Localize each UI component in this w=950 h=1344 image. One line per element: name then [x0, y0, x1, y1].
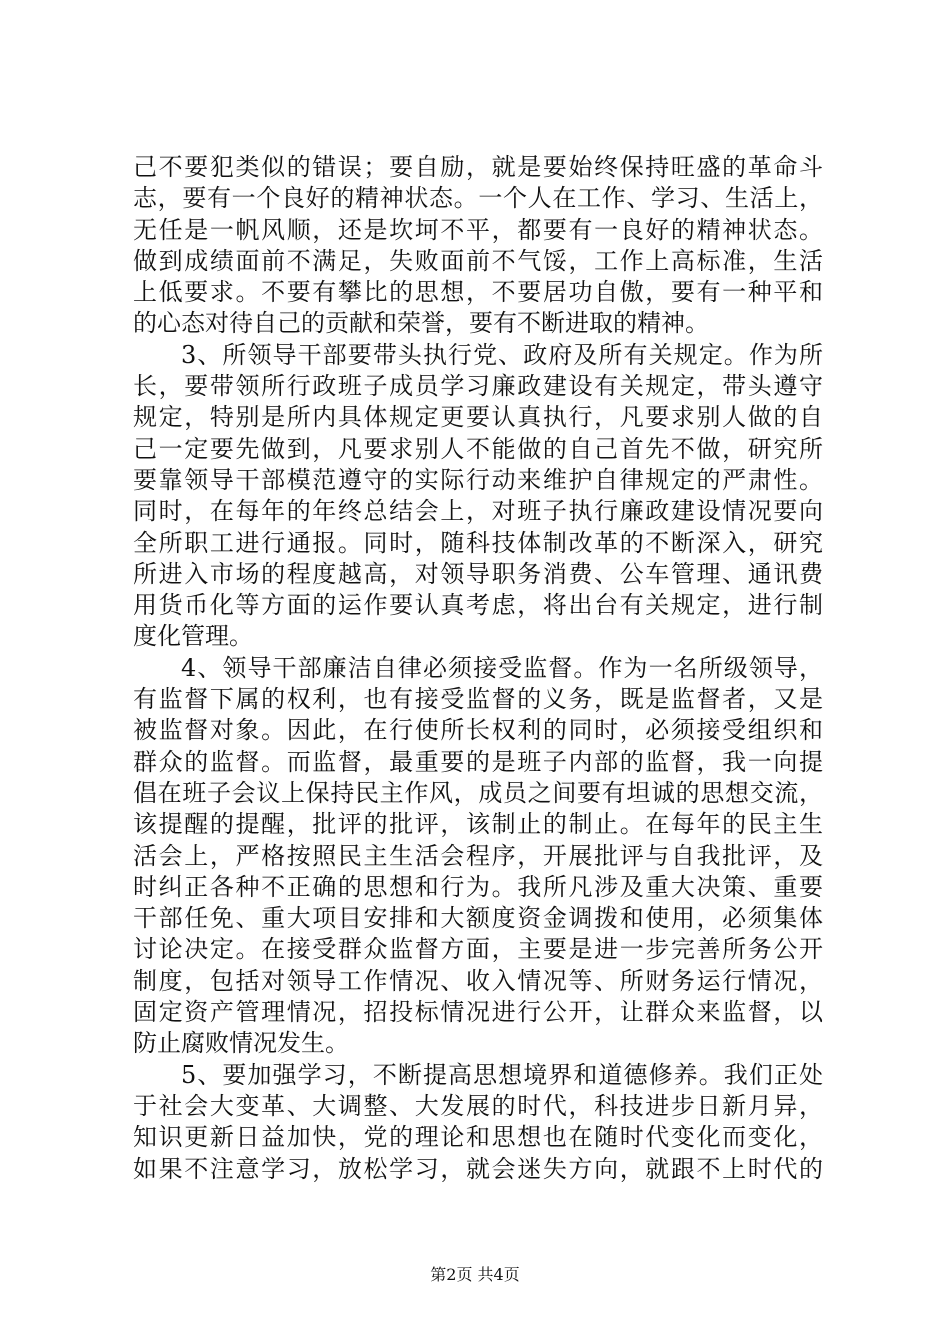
text-line: 规定，特别是所内具体规定更要认真执行，凡要求别人做的自 — [133, 403, 823, 432]
page-footer: 第2页 共4页 — [430, 1265, 520, 1284]
text-line: 被监督对象。因此，在行使所长权利的同时，必须接受组织和 — [133, 716, 823, 745]
text-line: 制度，包括对领导工作情况、收入情况等、所财务运行情况， — [133, 966, 823, 995]
text-line: 讨论决定。在接受群众监督方面，主要是进一步完善所务公开 — [133, 935, 823, 964]
text-line: 同时，在每年的年终总结会上，对班子执行廉政建设情况要向 — [133, 497, 823, 526]
body-text — [133, 152, 823, 1185]
text-line: 如果不注意学习，放松学习，就会迷失方向，就跟不上时代的 — [133, 1154, 823, 1183]
text-line: 固定资产管理情况，招投标情况进行公开，让群众来监督，以 — [133, 998, 823, 1027]
text-line: 活会上，严格按照民主生活会程序，开展批评与自我批评，及 — [133, 841, 823, 870]
text-line: 己一定要先做到，凡要求别人不能做的自己首先不做，研究所 — [133, 434, 823, 463]
text-line: 用货币化等方面的运作要认真考虑，将出台有关规定，进行制 — [133, 591, 823, 620]
paragraph — [133, 1060, 823, 1185]
text-line: 有监督下属的权利，也有接受监督的义务，既是监督者，又是 — [133, 685, 823, 714]
text-line: 干部任免、重大项目安排和大额度资金调拨和使用，必须集体 — [133, 904, 823, 933]
text-line: 时纠正各种不正确的思想和行为。我所凡涉及重大决策、重要 — [133, 872, 823, 901]
paragraph — [133, 152, 823, 340]
text-line: 该提醒的提醒，批评的批评，该制止的制止。在每年的民主生 — [133, 810, 823, 839]
paragraph — [133, 340, 823, 653]
text-line: 志，要有一个良好的精神状态。一个人在工作、学习、生活上， — [133, 184, 823, 213]
text-line: 于社会大变革、大调整、大发展的时代，科技进步日新月异， — [133, 1091, 823, 1120]
text-line: 5、要加强学习，不断提高思想境界和道德修养。我们正处 — [181, 1060, 823, 1089]
text-line: 要靠领导干部模范遵守的实际行动来维护自律规定的严肃性。 — [133, 465, 823, 494]
text-line: 所进入市场的程度越高，对领导职务消费、公车管理、通讯费 — [133, 559, 823, 588]
text-line: 4、领导干部廉洁自律必须接受监督。作为一名所级领导， — [181, 653, 823, 682]
text-line: 群众的监督。而监督，最重要的是班子内部的监督，我一向提 — [133, 747, 823, 776]
text-line: 己不要犯类似的错误；要自励，就是要始终保持旺盛的革命斗 — [133, 153, 823, 181]
text-line: 的心态对待自己的贡献和荣誉，要有不断进取的精神。 — [133, 309, 709, 338]
text-line: 知识更新日益加快，党的理论和思想也在随时代变化而变化， — [133, 1123, 823, 1152]
text-line: 防止腐败情况发生。 — [133, 1029, 349, 1058]
paragraph — [133, 653, 823, 1060]
text-line: 无任是一帆风顺，还是坎坷不平，都要有一良好的精神状态。 — [133, 215, 823, 244]
text-line: 度化管理。 — [133, 622, 253, 651]
text-line: 长，要带领所行政班子成员学习廉政建设有关规定，带头遵守 — [133, 372, 823, 401]
text-line: 倡在班子会议上保持民主作风，成员之间要有坦诚的思想交流， — [133, 778, 823, 807]
text-line: 全所职工进行通报。同时，随科技体制改革的不断深入，研究 — [133, 528, 823, 557]
text-line: 做到成绩面前不满足，失败面前不气馁，工作上高标准，生活 — [133, 246, 823, 275]
text-line: 3、所领导干部要带头执行党、政府及所有关规定。作为所 — [181, 340, 823, 369]
text-line: 上低要求。不要有攀比的思想，不要居功自傲，要有一种平和 — [133, 278, 823, 307]
